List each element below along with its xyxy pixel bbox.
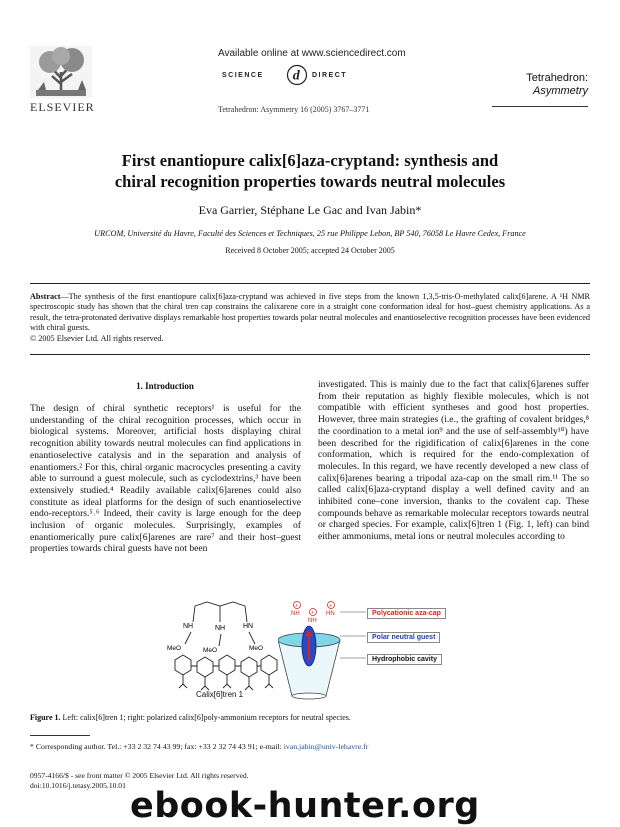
nh-left-label: NH: [183, 623, 194, 630]
publisher-name: ELSEVIER: [30, 100, 95, 114]
figure-caption: Figure 1. Left: calix[6]tren 1; right: polarized calix[6]poly-ammonium receptors for neutral species.: [30, 713, 351, 722]
journal-name: Tetrahedron: Asymmetry: [526, 72, 588, 97]
nh-left-charged-label: NH: [291, 611, 300, 617]
author-email-link[interactable]: ivan.jabin@univ-lehavre.fr: [283, 742, 369, 751]
sciencedirect-logo: SCIENCE d DIRECT: [222, 64, 422, 86]
available-online-text: Available online at www.sciencedirect.com: [218, 48, 406, 59]
elsevier-tree-logo-icon: [30, 46, 92, 98]
calix-tren-label: Calix[6]tren 1: [196, 690, 244, 699]
sciencedirect-mark-letter: d: [292, 68, 302, 84]
article-title: First enantiopure calix[6]aza-cryptand: synthesis and chiral recognition properties towards neutral molecules: [114, 151, 506, 191]
meo-right-label: MeO: [249, 645, 264, 652]
polar-neutral-guest-label: Polar neutral guest: [367, 632, 440, 643]
body-column-right: investigated. This is mainly due to the fact that calix[6]arenes suffer from their reputation as highly flexible molecules, which is not compatible with efficient syntheses and good host properties. However, three main strategies (i.e., the grafting of covalent bridges,⁸ the coordination to a metal ion⁹ and the use of self-assembly¹⁰) have been described for the rigidification of calix[6]arenes in the cone conformation, which is required for the endo-complexation of molecules. In this regard, we have recently developed a new class of calix[6]arenes bearing a tripodal aza-cap on the small rim.¹¹ The so called calix[6]aza-cryptand display a well defined cavity and an inhibited cone–cone inversion, thanks to the covalent cap. These compounds behave as remarkable molecular receptors towards neutral or charged species. For example, calix[6]tren 1 (Fig. 1, left) can bind either ammoniums, metal ions or neutral molecules according to: [318, 379, 589, 543]
abstract-top-rule: [30, 283, 590, 284]
hn-right-label: HN: [243, 623, 254, 630]
journal-rule: [492, 106, 588, 107]
footnote-rule: [30, 735, 90, 736]
corresponding-author-footnote: * Corresponding author. Tel.: +33 2 32 74 43 99; fax: +33 2 32 74 43 91; e-mail: ivan.jabin@univ-lehavre.fr: [30, 742, 369, 751]
plus-sign-2: +: [311, 610, 314, 616]
abstract-bottom-rule: [30, 354, 590, 355]
hydrophobic-cavity-label: Hydrophobic cavity: [367, 654, 442, 665]
section-heading: 1. Introduction: [136, 381, 194, 391]
hn-right-charged-label: HN: [326, 611, 335, 617]
meo-left-label: MeO: [167, 645, 182, 652]
journal-citation: Tetrahedron: Asymmetry 16 (2005) 3767–3771: [218, 105, 370, 114]
calix-tren-structure-diagram: [145, 600, 295, 700]
authors: Eva Garrier, Stéphane Le Gac and Ivan Jabin*: [198, 203, 422, 217]
issn-doi-block: 0957-4166/$ - see front matter © 2005 Elsevier Ltd. All rights reserved. doi:10.1016/j.tetasy.2005.10.01: [30, 771, 249, 790]
meo-center-label: MeO: [203, 647, 218, 654]
abstract: Abstract—The synthesis of the first enantiopure calix[6]aza-cryptand was achieved in five steps from the known 1,3,5-tris-O-methylated calix[6]arene. A ¹H NMR spectroscopic study has shown that the chiral tren cap constrains the calixarene core in a straight cone conformation ideal for host–guest chemistry applications. As a result, the tetra-protonated derivative displays remarkable host properties towards polar neutral molecules and enantioselective recognition processes have been evidenced with chiral guests. © 2005 Elsevier Ltd. All rights reserved.: [30, 292, 590, 343]
plus-sign-3: +: [329, 603, 332, 609]
watermark-text: ebook-hunter.org: [130, 786, 480, 826]
copyright: © 2005 Elsevier Ltd. All rights reserved.: [30, 333, 164, 343]
plus-sign-1: +: [295, 603, 298, 609]
affiliation: URCOM, Université du Havre, Faculté des Sciences et Techniques, 25 rue Philippe Lebon, BP 540, 76058 Le Havre Cedex, France: [94, 229, 526, 238]
nh-center-label: NH: [215, 625, 226, 632]
sciencedirect-mark-icon: [286, 64, 308, 86]
received-dates: Received 8 October 2005; accepted 24 October 2005: [225, 246, 395, 255]
body-column-left: The design of chiral synthetic receptors¹ is useful for the understanding of the chiral recognition processes, which occur in biological systems. Moreover, artificial hosts displaying chiral recognition ability towards neutral molecules can find applications in enantioselective catalysis and in the separation and analysis of enantiomers.² For this, chiral organic macrocycles presenting a cavity able to surround a guest molecule, such as cyclodextrins,³ have been extensively studied.⁴ Readily available calix[6]arenes could also constitute as ideal platforms for the design of such enantioselective endo-receptors.⁵˒⁶ Indeed, their cavity is large enough for the deep inclusion of organic molecules. Surprisingly, examples of enantiomerically pure calix[6]arenes are rare⁷ and their host–guest properties towards chiral guests have not been: [30, 403, 301, 555]
polycationic-aza-cap-label: Polycationic aza-cap: [367, 608, 446, 619]
nh-center-charged-label: NH: [308, 618, 317, 624]
